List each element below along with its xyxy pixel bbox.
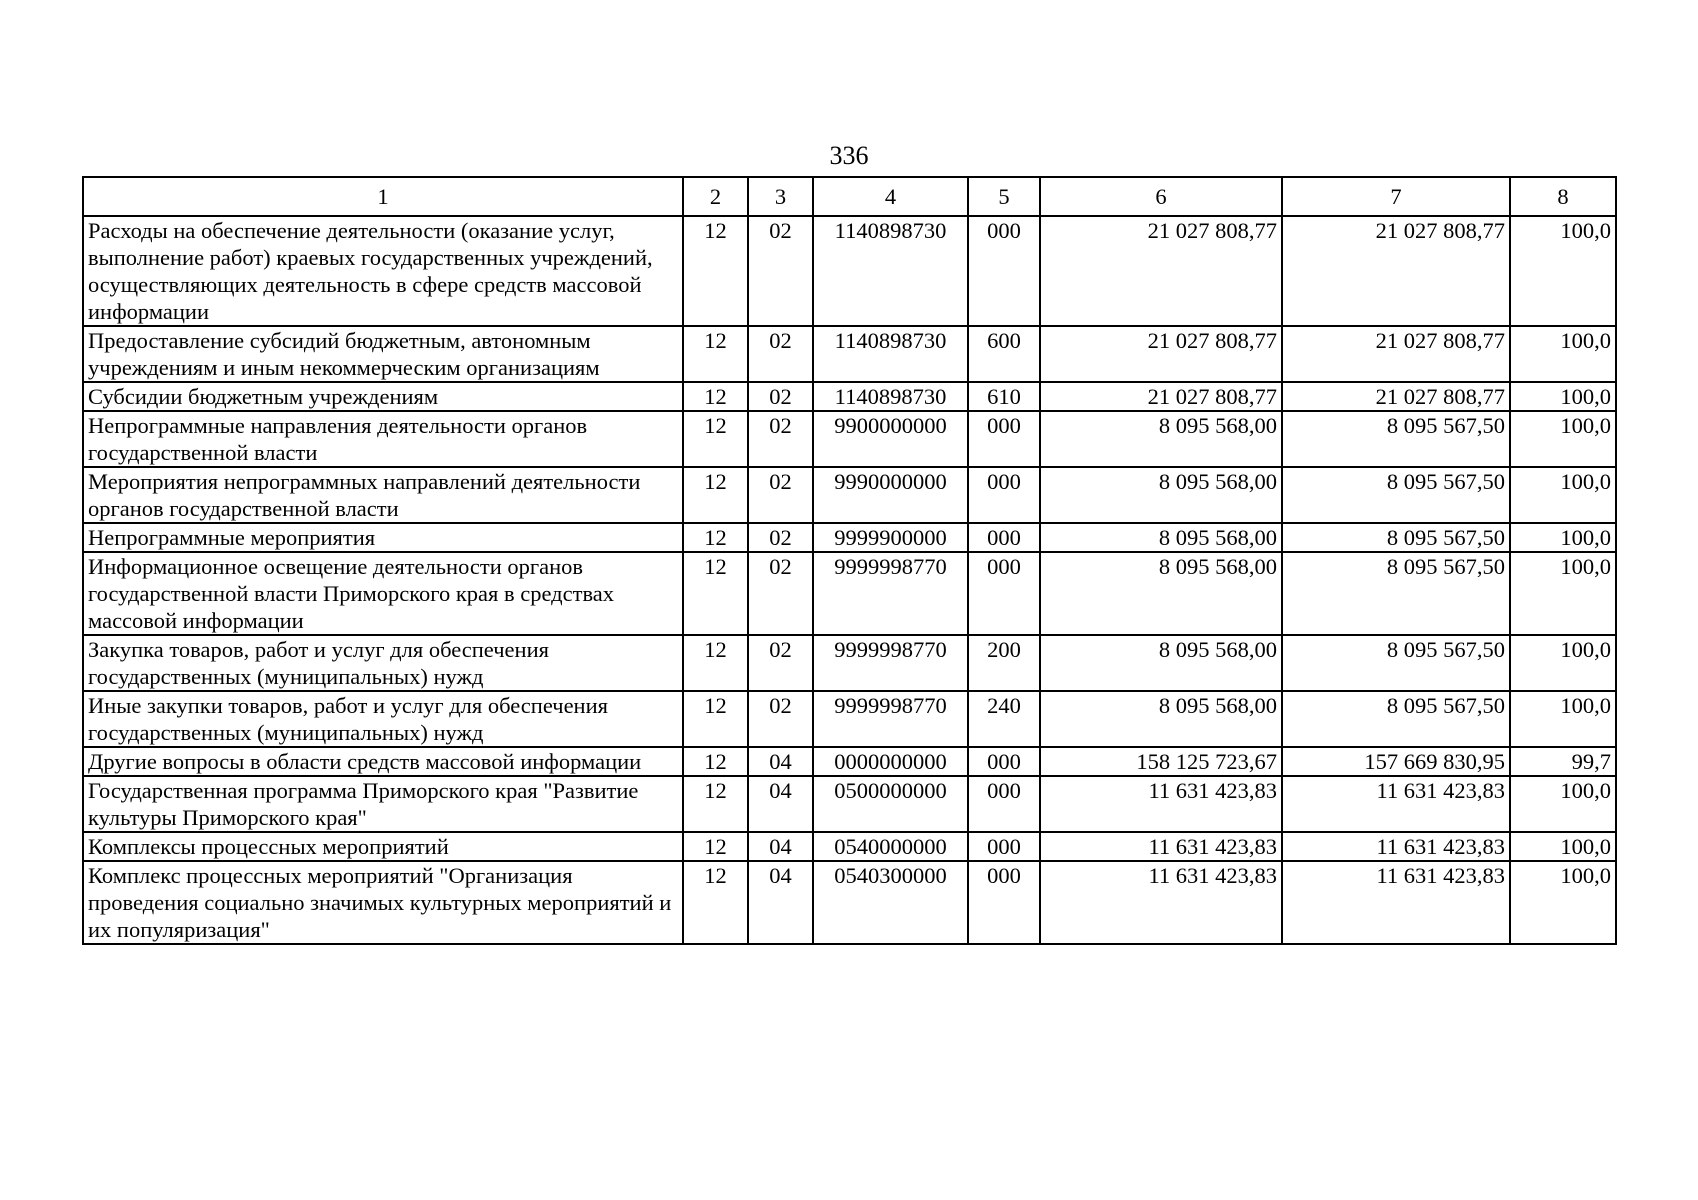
column-header: 2 (683, 177, 748, 216)
planned-amount-cell: 21 027 808,77 (1040, 382, 1282, 411)
expense-type-cell: 000 (968, 832, 1040, 861)
executed-amount-cell: 11 631 423,83 (1282, 832, 1510, 861)
target-article-cell: 9990000000 (813, 467, 968, 523)
executed-amount-cell: 21 027 808,77 (1282, 382, 1510, 411)
table-row (83, 691, 1616, 747)
target-article-cell: 9999998770 (813, 552, 968, 635)
planned-amount-cell: 21 027 808,77 (1040, 216, 1282, 326)
column-header: 6 (1040, 177, 1282, 216)
budget-table (82, 176, 1617, 945)
section-code-cell: 12 (683, 523, 748, 552)
section-code-cell: 12 (683, 216, 748, 326)
target-article-cell: 0540000000 (813, 832, 968, 861)
row-name-cell: Расходы на обеспечение деятельности (оказание услуг, выполнение работ) краевых государственных учреждений, осуществляющих деятельность в сфере средств массовой информации (83, 216, 683, 326)
subsection-code-cell: 02 (748, 523, 813, 552)
expense-type-cell: 200 (968, 635, 1040, 691)
subsection-code-cell: 02 (748, 635, 813, 691)
planned-amount-cell: 11 631 423,83 (1040, 832, 1282, 861)
execution-percent-cell: 100,0 (1510, 326, 1616, 382)
planned-amount-cell: 11 631 423,83 (1040, 861, 1282, 944)
execution-percent-cell: 100,0 (1510, 216, 1616, 326)
expense-type-cell: 000 (968, 747, 1040, 776)
executed-amount-cell: 8 095 567,50 (1282, 523, 1510, 552)
page-number: 336 (829, 141, 869, 170)
expense-type-cell: 600 (968, 326, 1040, 382)
section-code-cell: 12 (683, 747, 748, 776)
executed-amount-cell: 8 095 567,50 (1282, 552, 1510, 635)
subsection-code-cell: 04 (748, 747, 813, 776)
target-article-cell: 1140898730 (813, 382, 968, 411)
expense-type-cell: 240 (968, 691, 1040, 747)
expense-type-cell: 000 (968, 411, 1040, 467)
subsection-code-cell: 02 (748, 411, 813, 467)
section-code-cell: 12 (683, 326, 748, 382)
expense-type-cell: 000 (968, 861, 1040, 944)
row-name-cell: Непрограммные направления деятельности органов государственной власти (83, 411, 683, 467)
subsection-code-cell: 02 (748, 326, 813, 382)
table-row (83, 861, 1616, 944)
section-code-cell: 12 (683, 411, 748, 467)
section-code-cell: 12 (683, 382, 748, 411)
section-code-cell: 12 (683, 467, 748, 523)
expense-type-cell: 000 (968, 216, 1040, 326)
executed-amount-cell: 11 631 423,83 (1282, 861, 1510, 944)
table-row (83, 552, 1616, 635)
planned-amount-cell: 8 095 568,00 (1040, 523, 1282, 552)
column-header: 3 (748, 177, 813, 216)
target-article-cell: 0500000000 (813, 776, 968, 832)
row-name-cell: Закупка товаров, работ и услуг для обеспечения государственных (муниципальных) нужд (83, 635, 683, 691)
executed-amount-cell: 8 095 567,50 (1282, 635, 1510, 691)
table-row (83, 326, 1616, 382)
row-name-cell: Иные закупки товаров, работ и услуг для обеспечения государственных (муниципальных) нужд (83, 691, 683, 747)
row-name-cell: Непрограммные мероприятия (83, 523, 683, 552)
section-code-cell: 12 (683, 861, 748, 944)
table-row (83, 411, 1616, 467)
executed-amount-cell: 21 027 808,77 (1282, 326, 1510, 382)
planned-amount-cell: 8 095 568,00 (1040, 552, 1282, 635)
column-header: 8 (1510, 177, 1616, 216)
executed-amount-cell: 8 095 567,50 (1282, 467, 1510, 523)
planned-amount-cell: 21 027 808,77 (1040, 326, 1282, 382)
row-name-cell: Государственная программа Приморского края "Развитие культуры Приморского края" (83, 776, 683, 832)
table-row (83, 776, 1616, 832)
target-article-cell: 9999900000 (813, 523, 968, 552)
table-row (83, 216, 1616, 326)
expense-type-cell: 610 (968, 382, 1040, 411)
row-name-cell: Мероприятия непрограммных направлений деятельности органов государственной власти (83, 467, 683, 523)
section-code-cell: 12 (683, 635, 748, 691)
target-article-cell: 1140898730 (813, 216, 968, 326)
subsection-code-cell: 04 (748, 832, 813, 861)
row-name-cell: Комплекс процессных мероприятий "Организация проведения социально значимых культурных мероприятий и их популяризация" (83, 861, 683, 944)
planned-amount-cell: 8 095 568,00 (1040, 691, 1282, 747)
column-header: 4 (813, 177, 968, 216)
row-name-cell: Субсидии бюджетным учреждениям (83, 382, 683, 411)
subsection-code-cell: 02 (748, 691, 813, 747)
column-header: 1 (83, 177, 683, 216)
target-article-cell: 9900000000 (813, 411, 968, 467)
subsection-code-cell: 04 (748, 861, 813, 944)
column-header: 7 (1282, 177, 1510, 216)
planned-amount-cell: 158 125 723,67 (1040, 747, 1282, 776)
planned-amount-cell: 8 095 568,00 (1040, 635, 1282, 691)
planned-amount-cell: 8 095 568,00 (1040, 467, 1282, 523)
section-code-cell: 12 (683, 552, 748, 635)
planned-amount-cell: 8 095 568,00 (1040, 411, 1282, 467)
expense-type-cell: 000 (968, 776, 1040, 832)
subsection-code-cell: 02 (748, 467, 813, 523)
executed-amount-cell: 8 095 567,50 (1282, 691, 1510, 747)
expense-type-cell: 000 (968, 523, 1040, 552)
execution-percent-cell: 100,0 (1510, 467, 1616, 523)
header-row (83, 177, 1616, 216)
execution-percent-cell: 100,0 (1510, 691, 1616, 747)
subsection-code-cell: 02 (748, 382, 813, 411)
expense-type-cell: 000 (968, 467, 1040, 523)
executed-amount-cell: 21 027 808,77 (1282, 216, 1510, 326)
row-name-cell: Предоставление субсидий бюджетным, автономным учреждениям и иным некоммерческим организациям (83, 326, 683, 382)
column-header: 5 (968, 177, 1040, 216)
target-article-cell: 9999998770 (813, 691, 968, 747)
target-article-cell: 0000000000 (813, 747, 968, 776)
execution-percent-cell: 100,0 (1510, 776, 1616, 832)
subsection-code-cell: 02 (748, 216, 813, 326)
table-body (83, 216, 1616, 944)
section-code-cell: 12 (683, 691, 748, 747)
section-code-cell: 12 (683, 832, 748, 861)
target-article-cell: 1140898730 (813, 326, 968, 382)
table-row (83, 635, 1616, 691)
table-row (83, 747, 1616, 776)
expense-type-cell: 000 (968, 552, 1040, 635)
section-code-cell: 12 (683, 776, 748, 832)
executed-amount-cell: 8 095 567,50 (1282, 411, 1510, 467)
row-name-cell: Информационное освещение деятельности органов государственной власти Приморского края в средствах массовой информации (83, 552, 683, 635)
target-article-cell: 0540300000 (813, 861, 968, 944)
target-article-cell: 9999998770 (813, 635, 968, 691)
executed-amount-cell: 11 631 423,83 (1282, 776, 1510, 832)
execution-percent-cell: 100,0 (1510, 552, 1616, 635)
execution-percent-cell: 99,7 (1510, 747, 1616, 776)
execution-percent-cell: 100,0 (1510, 861, 1616, 944)
table-row (83, 467, 1616, 523)
execution-percent-cell: 100,0 (1510, 523, 1616, 552)
table-row (83, 523, 1616, 552)
row-name-cell: Другие вопросы в области средств массовой информации (83, 747, 683, 776)
execution-percent-cell: 100,0 (1510, 635, 1616, 691)
row-name-cell: Комплексы процессных мероприятий (83, 832, 683, 861)
execution-percent-cell: 100,0 (1510, 832, 1616, 861)
table-row (83, 832, 1616, 861)
planned-amount-cell: 11 631 423,83 (1040, 776, 1282, 832)
executed-amount-cell: 157 669 830,95 (1282, 747, 1510, 776)
table-row (83, 382, 1616, 411)
subsection-code-cell: 02 (748, 552, 813, 635)
execution-percent-cell: 100,0 (1510, 382, 1616, 411)
execution-percent-cell: 100,0 (1510, 411, 1616, 467)
subsection-code-cell: 04 (748, 776, 813, 832)
